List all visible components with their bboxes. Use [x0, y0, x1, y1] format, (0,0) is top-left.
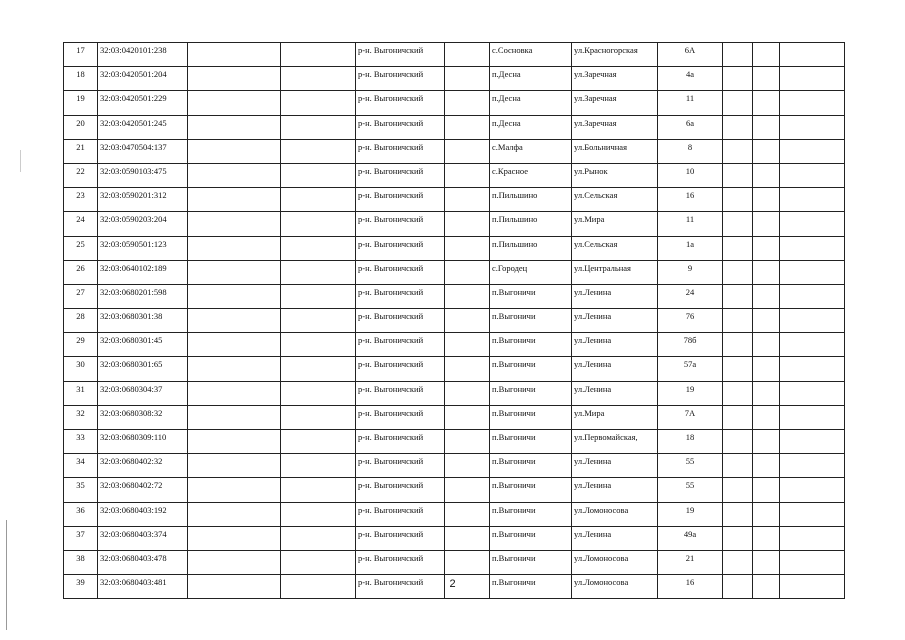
- cell-settlement: п.Выгоничи: [490, 357, 572, 381]
- cell-district: р-н. Выгоничский: [356, 575, 445, 599]
- cell-empty: [188, 357, 281, 381]
- table-row: [64, 188, 845, 212]
- cell-cadastral-number: 32:03:0680301:38: [98, 309, 188, 333]
- cell-empty: [445, 550, 490, 574]
- cell-district: р-н. Выгоничский: [356, 236, 445, 260]
- cell-street: ул.Больничная: [572, 139, 658, 163]
- cell-street: ул.Ленина: [572, 526, 658, 550]
- cell-empty: [723, 430, 753, 454]
- cell-settlement: п.Выгоничи: [490, 502, 572, 526]
- cell-empty: [780, 236, 845, 260]
- table-row: [64, 284, 845, 308]
- cell-street: ул.Мира: [572, 212, 658, 236]
- cell-house: 76: [658, 309, 723, 333]
- cell-empty: [188, 284, 281, 308]
- cell-row-number: 25: [64, 236, 98, 260]
- cell-empty: [188, 430, 281, 454]
- cell-row-number: 26: [64, 260, 98, 284]
- cell-district: р-н. Выгоничский: [356, 163, 445, 187]
- table-row: [64, 333, 845, 357]
- cell-empty: [188, 526, 281, 550]
- cell-empty: [780, 43, 845, 67]
- cell-empty: [723, 309, 753, 333]
- cell-empty: [753, 502, 780, 526]
- cell-empty: [445, 115, 490, 139]
- cell-empty: [723, 212, 753, 236]
- cell-empty: [780, 115, 845, 139]
- cell-district: р-н. Выгоничский: [356, 284, 445, 308]
- cell-cadastral-number: 32:03:0680403:481: [98, 575, 188, 599]
- cell-empty: [188, 67, 281, 91]
- cell-row-number: 21: [64, 139, 98, 163]
- cell-empty: [753, 357, 780, 381]
- cell-house: 18: [658, 430, 723, 454]
- cell-empty: [753, 91, 780, 115]
- cell-empty: [188, 91, 281, 115]
- cell-cadastral-number: 32:03:0420501:204: [98, 67, 188, 91]
- cell-cadastral-number: 32:03:0590203:204: [98, 212, 188, 236]
- cell-row-number: 35: [64, 478, 98, 502]
- cell-empty: [281, 188, 356, 212]
- cell-district: р-н. Выгоничский: [356, 188, 445, 212]
- cell-empty: [780, 526, 845, 550]
- cell-district: р-н. Выгоничский: [356, 67, 445, 91]
- cell-house: 49а: [658, 526, 723, 550]
- cell-empty: [780, 478, 845, 502]
- cell-house: 55: [658, 454, 723, 478]
- cell-street: ул.Заречная: [572, 91, 658, 115]
- cell-street: ул.Ломоносова: [572, 502, 658, 526]
- cell-empty: [445, 333, 490, 357]
- cell-empty: [753, 260, 780, 284]
- cell-empty: [723, 478, 753, 502]
- cell-settlement: п.Десна: [490, 91, 572, 115]
- cell-row-number: 24: [64, 212, 98, 236]
- cell-cadastral-number: 32:03:0680402:72: [98, 478, 188, 502]
- cell-empty: [780, 454, 845, 478]
- cell-empty: [445, 478, 490, 502]
- page-number: 2: [449, 578, 456, 590]
- cell-district: р-н. Выгоничский: [356, 405, 445, 429]
- cell-empty: [723, 333, 753, 357]
- cell-empty: [723, 357, 753, 381]
- cell-settlement: п.Пильшино: [490, 188, 572, 212]
- cell-house: 7А: [658, 405, 723, 429]
- cell-empty: [780, 212, 845, 236]
- cell-cadastral-number: 32:03:0590501:123: [98, 236, 188, 260]
- cell-settlement: п.Выгоничи: [490, 405, 572, 429]
- cell-empty: [445, 357, 490, 381]
- cell-empty: [281, 309, 356, 333]
- cell-house: 57а: [658, 357, 723, 381]
- cell-empty: [445, 139, 490, 163]
- cell-empty: [188, 333, 281, 357]
- cell-district: р-н. Выгоничский: [356, 43, 445, 67]
- cell-empty: [780, 91, 845, 115]
- cell-district: р-н. Выгоничский: [356, 357, 445, 381]
- cell-cadastral-number: 32:03:0680301:45: [98, 333, 188, 357]
- table-row: [64, 139, 845, 163]
- cell-row-number: 19: [64, 91, 98, 115]
- table-row: [64, 236, 845, 260]
- cell-house: 16: [658, 188, 723, 212]
- cell-empty: [281, 333, 356, 357]
- scan-edge-mark: [6, 520, 7, 630]
- cell-street: ул.Ленина: [572, 309, 658, 333]
- cell-settlement: п.Пильшино: [490, 236, 572, 260]
- cell-settlement: с.Сосновка: [490, 43, 572, 67]
- cell-empty: [780, 67, 845, 91]
- cell-cadastral-number: 32:03:0680301:65: [98, 357, 188, 381]
- cell-cadastral-number: 32:03:0680201:598: [98, 284, 188, 308]
- cell-cadastral-number: 32:03:0680308:32: [98, 405, 188, 429]
- cell-settlement: п.Выгоничи: [490, 526, 572, 550]
- cell-cadastral-number: 32:03:0680403:478: [98, 550, 188, 574]
- cell-cadastral-number: 32:03:0470504:137: [98, 139, 188, 163]
- cell-row-number: 17: [64, 43, 98, 67]
- cell-empty: [723, 91, 753, 115]
- cell-empty: [780, 163, 845, 187]
- cell-empty: [445, 43, 490, 67]
- cell-row-number: 23: [64, 188, 98, 212]
- cell-cadastral-number: 32:03:0420501:245: [98, 115, 188, 139]
- cell-empty: [780, 333, 845, 357]
- cell-district: р-н. Выгоничский: [356, 91, 445, 115]
- cell-settlement: п.Пильшино: [490, 212, 572, 236]
- cell-empty: [188, 260, 281, 284]
- cell-empty: [445, 188, 490, 212]
- cell-empty: [188, 163, 281, 187]
- cell-row-number: 33: [64, 430, 98, 454]
- cell-cadastral-number: 32:03:0420101:238: [98, 43, 188, 67]
- cell-house: 10: [658, 163, 723, 187]
- table-row: [64, 381, 845, 405]
- cell-street: ул.Центральная: [572, 260, 658, 284]
- cell-district: р-н. Выгоничский: [356, 502, 445, 526]
- cell-empty: [188, 478, 281, 502]
- cell-settlement: п.Выгоничи: [490, 575, 572, 599]
- cell-row-number: 18: [64, 67, 98, 91]
- cell-empty: [753, 139, 780, 163]
- cell-house: 11: [658, 212, 723, 236]
- cell-cadastral-number: 32:03:0590201:312: [98, 188, 188, 212]
- cell-empty: [281, 454, 356, 478]
- cell-empty: [780, 260, 845, 284]
- table-row: [64, 502, 845, 526]
- cell-house: 4а: [658, 67, 723, 91]
- table-row: [64, 260, 845, 284]
- table-row: [64, 550, 845, 574]
- cell-row-number: 31: [64, 381, 98, 405]
- cell-cadastral-number: 32:03:0680403:374: [98, 526, 188, 550]
- cell-row-number: 27: [64, 284, 98, 308]
- cell-house: 1а: [658, 236, 723, 260]
- cell-row-number: 37: [64, 526, 98, 550]
- cell-empty: [723, 454, 753, 478]
- cell-district: р-н. Выгоничский: [356, 381, 445, 405]
- cell-empty: [780, 550, 845, 574]
- cell-empty: [445, 381, 490, 405]
- cell-empty: [723, 236, 753, 260]
- cell-settlement: п.Выгоничи: [490, 454, 572, 478]
- cell-empty: [188, 309, 281, 333]
- cell-district: р-н. Выгоничский: [356, 115, 445, 139]
- cell-cadastral-number: 32:03:0680304:37: [98, 381, 188, 405]
- cell-empty: [780, 309, 845, 333]
- cell-district: р-н. Выгоничский: [356, 333, 445, 357]
- cell-settlement: п.Выгоничи: [490, 430, 572, 454]
- cell-cadastral-number: 32:03:0680309:110: [98, 430, 188, 454]
- cell-empty: [780, 284, 845, 308]
- cell-empty: [188, 502, 281, 526]
- table-row: [64, 115, 845, 139]
- cell-street: ул.Ломоносова: [572, 550, 658, 574]
- cell-empty: [445, 454, 490, 478]
- cell-settlement: с.Малфа: [490, 139, 572, 163]
- table-row: [64, 357, 845, 381]
- cell-house: 8: [658, 139, 723, 163]
- cell-district: р-н. Выгоничский: [356, 430, 445, 454]
- cell-empty: [753, 67, 780, 91]
- cell-empty: [188, 139, 281, 163]
- cell-house: 55: [658, 478, 723, 502]
- cell-house: 24: [658, 284, 723, 308]
- cell-settlement: п.Выгоничи: [490, 333, 572, 357]
- cell-empty: [281, 381, 356, 405]
- cell-district: р-н. Выгоничский: [356, 478, 445, 502]
- cell-empty: [723, 260, 753, 284]
- table-row: [64, 454, 845, 478]
- cell-empty: [753, 381, 780, 405]
- cell-settlement: п.Десна: [490, 67, 572, 91]
- cell-empty: [445, 236, 490, 260]
- cell-empty: [753, 333, 780, 357]
- cell-empty: [281, 550, 356, 574]
- cell-street: ул.Сельская: [572, 236, 658, 260]
- cell-row-number: 36: [64, 502, 98, 526]
- cell-row-number: 32: [64, 405, 98, 429]
- cell-row-number: 34: [64, 454, 98, 478]
- cell-empty: [780, 357, 845, 381]
- cell-empty: [723, 43, 753, 67]
- cell-cadastral-number: 32:03:0640102:189: [98, 260, 188, 284]
- cell-empty: [723, 381, 753, 405]
- cell-empty: [188, 43, 281, 67]
- cell-street: ул.Ленина: [572, 454, 658, 478]
- cell-district: р-н. Выгоничский: [356, 212, 445, 236]
- cell-house: 6а: [658, 115, 723, 139]
- cell-empty: [445, 212, 490, 236]
- table-row: [64, 478, 845, 502]
- cell-settlement: п.Десна: [490, 115, 572, 139]
- cell-cadastral-number: 32:03:0680402:32: [98, 454, 188, 478]
- cell-empty: [445, 430, 490, 454]
- cell-empty: [753, 212, 780, 236]
- cell-empty: [445, 526, 490, 550]
- table-row: [64, 526, 845, 550]
- cell-empty: [281, 67, 356, 91]
- cell-empty: [281, 163, 356, 187]
- cell-empty: [281, 212, 356, 236]
- cell-settlement: п.Выгоничи: [490, 284, 572, 308]
- cell-street: ул.Ленина: [572, 478, 658, 502]
- cell-empty: [281, 526, 356, 550]
- cell-empty: [753, 526, 780, 550]
- cell-street: ул.Ленина: [572, 284, 658, 308]
- cell-row-number: 28: [64, 309, 98, 333]
- cell-empty: [780, 430, 845, 454]
- cell-empty: [753, 115, 780, 139]
- cell-settlement: п.Выгоничи: [490, 550, 572, 574]
- cell-empty: [753, 309, 780, 333]
- cell-street: ул.Сельская: [572, 188, 658, 212]
- cell-street: ул.Ленина: [572, 357, 658, 381]
- cell-empty: [723, 163, 753, 187]
- cell-house: 9: [658, 260, 723, 284]
- table-row: [64, 163, 845, 187]
- cell-empty: [281, 260, 356, 284]
- cell-district: р-н. Выгоничский: [356, 309, 445, 333]
- cell-district: р-н. Выгоничский: [356, 139, 445, 163]
- cell-empty: [188, 405, 281, 429]
- cell-empty: [780, 381, 845, 405]
- cell-empty: [445, 91, 490, 115]
- cell-district: р-н. Выгоничский: [356, 260, 445, 284]
- cell-empty: [188, 212, 281, 236]
- cell-empty: [723, 526, 753, 550]
- cell-empty: [445, 309, 490, 333]
- table-body: [64, 43, 845, 599]
- cell-empty: [780, 188, 845, 212]
- cell-house: 19: [658, 381, 723, 405]
- cell-empty: [723, 405, 753, 429]
- cell-empty: [281, 478, 356, 502]
- cell-cadastral-number: 32:03:0420501:229: [98, 91, 188, 115]
- table-row: [64, 43, 845, 67]
- cell-street: ул.Мира: [572, 405, 658, 429]
- table-row: [64, 67, 845, 91]
- cell-empty: [723, 502, 753, 526]
- cell-empty: [753, 236, 780, 260]
- cell-empty: [281, 91, 356, 115]
- cell-empty: [445, 284, 490, 308]
- cell-street: ул.Ленина: [572, 333, 658, 357]
- cell-empty: [753, 188, 780, 212]
- cell-empty: [753, 454, 780, 478]
- cell-empty: [445, 163, 490, 187]
- cadastral-table: [63, 42, 845, 599]
- cell-empty: [281, 115, 356, 139]
- table-row: [64, 212, 845, 236]
- scan-edge-mark: [20, 150, 21, 172]
- cell-empty: [281, 430, 356, 454]
- table-row: [64, 309, 845, 333]
- cell-empty: [723, 115, 753, 139]
- cell-empty: [445, 260, 490, 284]
- cell-empty: [723, 139, 753, 163]
- cell-settlement: с.Городец: [490, 260, 572, 284]
- cell-empty: [753, 405, 780, 429]
- cell-street: ул.Первомайская,: [572, 430, 658, 454]
- cell-empty: [281, 236, 356, 260]
- cell-empty: [753, 284, 780, 308]
- cell-empty: [188, 550, 281, 574]
- cell-empty: [780, 139, 845, 163]
- cell-row-number: 38: [64, 550, 98, 574]
- cell-settlement: п.Выгоничи: [490, 309, 572, 333]
- cell-empty: [753, 430, 780, 454]
- cell-empty: [780, 405, 845, 429]
- cell-empty: [445, 502, 490, 526]
- cell-empty: [188, 381, 281, 405]
- cell-street: ул.Красногорская: [572, 43, 658, 67]
- cell-empty: [188, 115, 281, 139]
- cell-empty: [445, 67, 490, 91]
- cell-empty: [281, 43, 356, 67]
- cell-district: р-н. Выгоничский: [356, 526, 445, 550]
- cell-empty: [723, 550, 753, 574]
- cell-row-number: 30: [64, 357, 98, 381]
- cell-house: 19: [658, 502, 723, 526]
- cell-street: ул.Рынок: [572, 163, 658, 187]
- cell-empty: [188, 454, 281, 478]
- cell-empty: [723, 284, 753, 308]
- cell-house: 21: [658, 550, 723, 574]
- cell-empty: [281, 405, 356, 429]
- cell-settlement: п.Выгоничи: [490, 478, 572, 502]
- cell-empty: [281, 357, 356, 381]
- cell-house: 11: [658, 91, 723, 115]
- cell-street: ул.Ломоносова: [572, 575, 658, 599]
- cell-empty: [753, 478, 780, 502]
- cell-row-number: 22: [64, 163, 98, 187]
- cell-empty: [281, 502, 356, 526]
- cell-district: р-н. Выгоничский: [356, 550, 445, 574]
- cell-empty: [188, 236, 281, 260]
- cell-empty: [753, 163, 780, 187]
- cell-empty: [445, 405, 490, 429]
- cell-empty: [780, 502, 845, 526]
- cell-house: 16: [658, 575, 723, 599]
- table-row: [64, 91, 845, 115]
- cell-empty: [723, 188, 753, 212]
- cell-empty: [753, 550, 780, 574]
- cell-cadastral-number: 32:03:0590103:475: [98, 163, 188, 187]
- cell-row-number: 39: [64, 575, 98, 599]
- cell-cadastral-number: 32:03:0680403:192: [98, 502, 188, 526]
- cell-row-number: 29: [64, 333, 98, 357]
- cell-street: ул.Заречная: [572, 115, 658, 139]
- cell-empty: [188, 188, 281, 212]
- cell-street: ул.Ленина: [572, 381, 658, 405]
- cell-district: р-н. Выгоничский: [356, 454, 445, 478]
- cell-settlement: с.Красное: [490, 163, 572, 187]
- table-row: [64, 405, 845, 429]
- cell-empty: [723, 67, 753, 91]
- cell-empty: [753, 43, 780, 67]
- cell-row-number: 20: [64, 115, 98, 139]
- cell-empty: [281, 139, 356, 163]
- cell-house: 6А: [658, 43, 723, 67]
- table-row: [64, 430, 845, 454]
- cell-empty: [281, 284, 356, 308]
- cell-street: ул.Заречная: [572, 67, 658, 91]
- cell-settlement: п.Выгоничи: [490, 381, 572, 405]
- cell-house: 78б: [658, 333, 723, 357]
